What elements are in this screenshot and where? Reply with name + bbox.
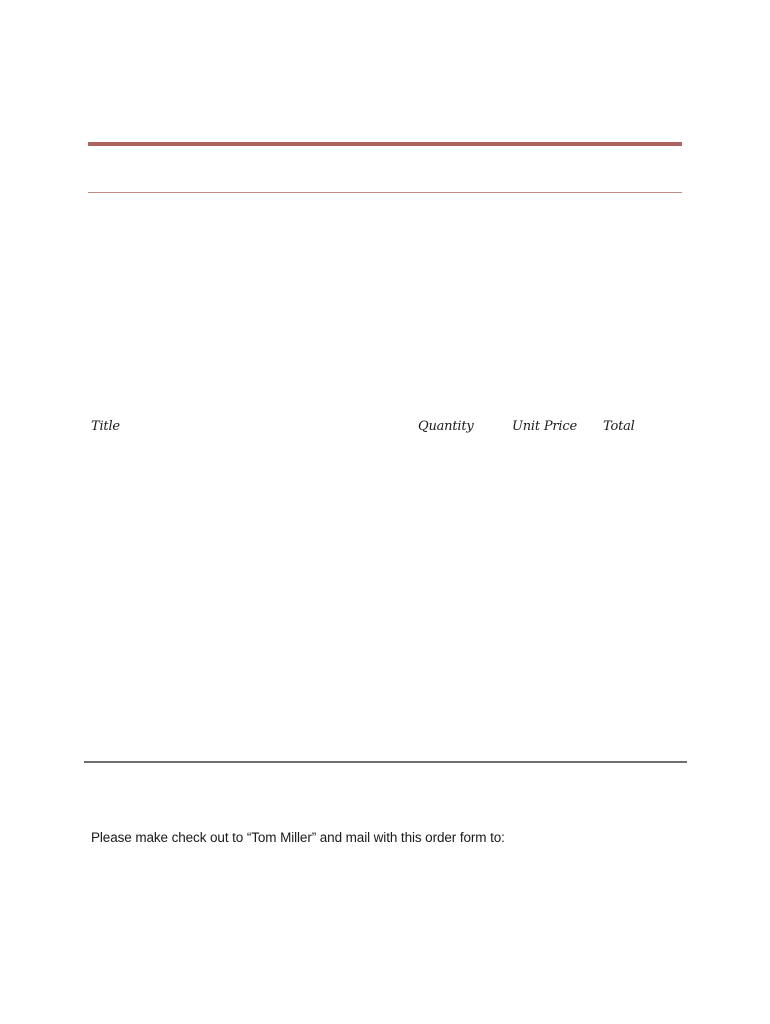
column-header-quantity: Quantity [418,419,474,434]
column-header-unit-price: Unit Price [512,419,577,434]
column-header-total: Total [603,419,635,434]
table-bottom-rule [84,761,687,763]
column-header-title: Title [91,419,120,434]
header-accent-rule [88,142,682,146]
header-divider-rule [88,192,682,193]
payment-instructions: Please make check out to “Tom Miller” and mail with this order form to: [91,830,505,845]
